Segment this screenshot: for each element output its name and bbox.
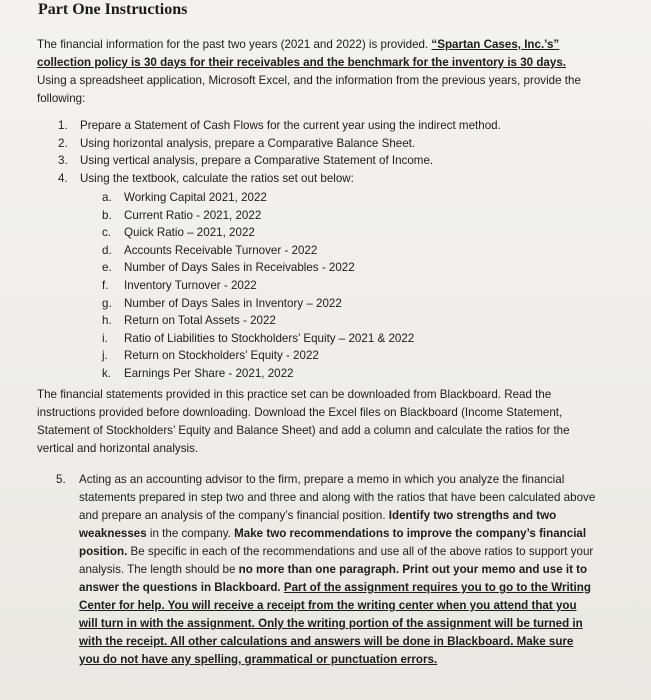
- step-5-text: Acting as an accounting advisor to the firm, prepare a memo in which you analyze the financial statements prepared in step two and three and along with the ratios that have been calculated above and prepare an analysis of the company’s financial position. Identify two strengths and two weaknesses in the company. Make two recommendations to improve the company’s financial position. Be specific in each of the recommendations and use all of the above ratios to support your analysis. The length should be no more than one paragraph. Print out your memo and use it to answer the questions in Blackboard. Part of the assignment requires you to go to the Writing Center for help. You will receive a receipt from the writing center when you attend that you will turn in with the assignment. Only the writing portion of the assignment will be turned in with the receipt. All other calculations and answers will be done in Blackboard. Make sure you do not have any spelling, grammatical or punctuation errors.: [79, 473, 596, 666]
- list-item: 2. Using horizontal analysis, prepare a Comparative Balance Sheet.: [58, 136, 416, 150]
- intro-policy-text: “Spartan Cases, Inc.’s” collection policy is 30 days for their receivables and the benchmark for the inventory is 30 days.: [37, 38, 566, 69]
- ratios-list: [102, 189, 414, 383]
- list-item: j. Return on Stockholders’ Equity - 2022: [102, 349, 319, 363]
- intro-text-2: Using a spreadsheet application, Microsoft Excel, and the information from the previous years, provide the following:: [37, 74, 581, 105]
- step-5: [56, 471, 596, 669]
- list-item: f. Inventory Turnover - 2022: [102, 278, 257, 292]
- intro-text-1: The financial information for the past two years (2021 and 2022) is provided.: [37, 38, 432, 51]
- intro-paragraph: [37, 36, 597, 108]
- list-item: a. Working Capital 2021, 2022: [102, 191, 267, 204]
- page-title: Part One Instructions: [38, 1, 188, 18]
- list-item: e. Number of Days Sales in Receivables - 2022: [102, 261, 355, 275]
- list-item: c. Quick Ratio – 2021, 2022: [102, 226, 255, 240]
- list-item: d. Accounts Receivable Turnover - 2022: [102, 243, 318, 257]
- list-item: i. Ratio of Liabilities to Stockholders’ Equity – 2021 & 2022: [102, 331, 415, 345]
- list-item: k. Earnings Per Share - 2021, 2022: [102, 366, 294, 380]
- list-item: 1. Prepare a Statement of Cash Flows for the current year using the indirect method.: [58, 119, 501, 132]
- list-item: 4. Using the textbook, calculate the ratios set out below:: [58, 171, 354, 185]
- step-5-number: 5.: [56, 473, 66, 486]
- statements-note: The financial statements provided in this practice set can be downloaded from Blackboard. Read the instructions provided before downloading. Download the Excel files on Blackboard (Income Statement, Statement of Stockholders’ Equity and Balance Sheet) and add a column and calculate the ratios for the vertical and horizontal analysis.: [37, 388, 570, 455]
- list-item: h. Return on Total Assets - 2022: [102, 314, 276, 328]
- list-item: 3. Using vertical analysis, prepare a Comparative Statement of Income.: [58, 154, 434, 168]
- steps-list: [58, 117, 501, 187]
- list-item: b. Current Ratio - 2021, 2022: [102, 208, 262, 222]
- list-item: g. Number of Days Sales in Inventory – 2022: [102, 296, 342, 310]
